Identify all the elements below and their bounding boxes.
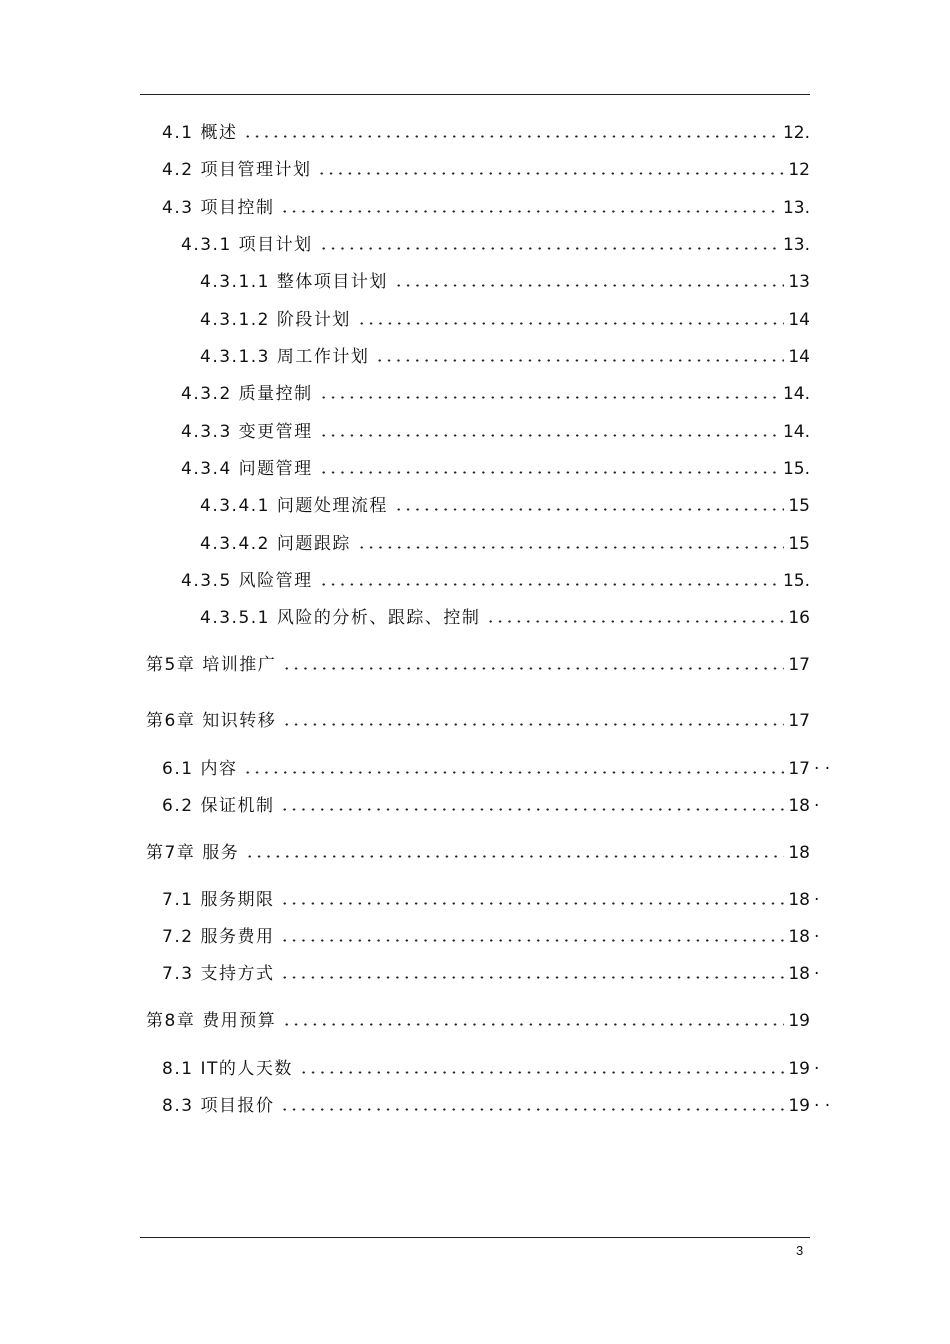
toc-entry-trailing-dots: . <box>814 959 820 979</box>
toc-entry-label: 4.3.3 变更管理 <box>181 422 313 442</box>
toc-entry-page: 17 <box>788 655 810 675</box>
toc-entry-page: 13 <box>788 272 810 292</box>
toc-entry-6-1[interactable] <box>162 754 831 782</box>
toc-entry-4-1[interactable] <box>162 118 810 146</box>
toc-entry-chapter-7[interactable] <box>146 838 810 866</box>
toc-entry-4-3-1[interactable] <box>181 230 810 258</box>
dot-leader <box>319 471 779 474</box>
toc-entry-4-3-1-3[interactable] <box>200 342 810 370</box>
toc-entry-label: 4.3.1 项目计划 <box>181 235 313 255</box>
dot-leader <box>245 855 784 858</box>
toc-entry-trailing-dots: . . <box>814 754 831 774</box>
toc-entry-7-3[interactable] <box>162 959 820 987</box>
toc-entry-page: 19 <box>788 1096 810 1116</box>
toc-entry-page: 19 <box>788 1011 810 1031</box>
toc-entry-4-3-3[interactable] <box>181 417 810 445</box>
toc-entry-label: 4.3.4.2 问题跟踪 <box>200 534 351 554</box>
toc-entry-label: 8.3 项目报价 <box>162 1096 275 1116</box>
toc-entry-label: 第5章 培训推广 <box>146 655 277 675</box>
toc-entry-label: 第6章 知识转移 <box>146 711 277 731</box>
toc-entry-label: 4.3.1.2 阶段计划 <box>200 310 351 330</box>
toc-entry-page: 15. <box>782 571 810 591</box>
toc-entry-4-3[interactable] <box>162 193 810 221</box>
dot-leader <box>299 1071 785 1074</box>
toc-entry-label: 8.1 IT的人天数 <box>162 1059 293 1079</box>
toc-entry-4-3-1-1[interactable] <box>200 267 810 295</box>
toc-entry-chapter-6[interactable] <box>146 706 810 734</box>
toc-entry-label: 4.3.1.1 整体项目计划 <box>200 272 388 292</box>
toc-entry-trailing-dots: . . <box>814 1091 831 1111</box>
dot-leader <box>319 434 779 437</box>
toc-entry-page: 18 <box>788 890 810 910</box>
dot-leader <box>280 210 779 213</box>
toc-entry-4-3-4-2[interactable] <box>200 529 810 557</box>
dot-leader <box>282 723 784 726</box>
toc-entry-4-3-5-1[interactable] <box>200 603 810 631</box>
toc-entry-page: 15 <box>788 496 810 516</box>
toc-entry-label: 4.3.2 质量控制 <box>181 384 313 404</box>
toc-entry-label: 4.1 概述 <box>162 123 238 143</box>
dot-leader <box>280 1108 784 1111</box>
toc-entry-label: 4.2 项目管理计划 <box>162 160 312 180</box>
toc-entry-label: 6.1 内容 <box>162 759 238 779</box>
toc-entry-4-3-4[interactable] <box>181 454 810 482</box>
toc-entry-4-3-2[interactable] <box>181 379 810 407</box>
toc-entry-label: 4.3 项目控制 <box>162 198 275 218</box>
toc-entry-page: 18 <box>788 927 810 947</box>
toc-entry-page: 16 <box>788 608 810 628</box>
toc-entry-trailing-dots: . <box>814 885 820 905</box>
toc-entry-7-1[interactable] <box>162 885 820 913</box>
toc-entry-page: 13. <box>782 235 810 255</box>
toc-entry-8-1[interactable] <box>162 1054 820 1082</box>
dot-leader <box>282 1023 784 1026</box>
toc-entry-label: 4.3.4.1 问题处理流程 <box>200 496 388 516</box>
toc-entry-4-3-4-1[interactable] <box>200 491 810 519</box>
dot-leader <box>243 771 784 774</box>
dot-leader <box>375 359 784 362</box>
toc-entry-6-2[interactable] <box>162 791 820 819</box>
dot-leader <box>280 808 784 811</box>
toc-entry-page: 18 <box>788 843 810 863</box>
toc-entry-page: 14. <box>782 422 810 442</box>
toc-entry-chapter-8[interactable] <box>146 1006 810 1034</box>
toc-entry-page: 17 <box>788 711 810 731</box>
toc-entry-8-3[interactable] <box>162 1091 831 1119</box>
page-number: 3 <box>796 1243 804 1258</box>
toc-entry-label: 4.3.1.3 周工作计划 <box>200 347 370 367</box>
dot-leader <box>243 135 779 138</box>
toc-entry-page: 17 <box>788 759 810 779</box>
dot-leader <box>357 546 784 549</box>
toc-entry-4-3-1-2[interactable] <box>200 305 810 333</box>
toc-entry-label: 6.2 保证机制 <box>162 796 275 816</box>
dot-leader <box>319 583 779 586</box>
dot-leader <box>317 172 784 175</box>
dot-leader <box>486 620 784 623</box>
dot-leader <box>280 976 784 979</box>
dot-leader <box>394 284 784 287</box>
dot-leader <box>357 322 784 325</box>
toc-entry-page: 12 <box>788 160 810 180</box>
toc-entry-label: 4.3.5 风险管理 <box>181 571 313 591</box>
toc-entry-trailing-dots: . <box>814 1054 820 1074</box>
toc-entry-label: 7.2 服务费用 <box>162 927 275 947</box>
toc-entry-label: 4.3.4 问题管理 <box>181 459 313 479</box>
toc-entry-page: 15. <box>782 459 810 479</box>
toc-entry-trailing-dots: . <box>814 922 820 942</box>
toc-entry-page: 15 <box>788 534 810 554</box>
toc-entry-page: 18 <box>788 964 810 984</box>
toc-entry-4-3-5[interactable] <box>181 566 810 594</box>
toc-entry-chapter-5[interactable] <box>146 650 810 678</box>
toc-entry-label: 4.3.5.1 风险的分析、跟踪、控制 <box>200 608 481 628</box>
toc-entry-label: 7.1 服务期限 <box>162 890 275 910</box>
toc-entry-label: 第8章 费用预算 <box>146 1011 277 1031</box>
dot-leader <box>319 247 779 250</box>
toc-entry-4-2[interactable] <box>162 155 810 183</box>
dot-leader <box>394 508 784 511</box>
toc-entry-page: 18 <box>788 796 810 816</box>
toc-entry-page: 14 <box>788 347 810 367</box>
toc-entry-label: 第7章 服务 <box>146 843 240 863</box>
toc-entry-page: 13. <box>782 198 810 218</box>
toc-entry-page: 14. <box>782 384 810 404</box>
dot-leader <box>319 396 779 399</box>
toc-entry-trailing-dots: . <box>814 791 820 811</box>
dot-leader <box>282 667 784 670</box>
toc-entry-7-2[interactable] <box>162 922 820 950</box>
toc-entry-label: 7.3 支持方式 <box>162 964 275 984</box>
dot-leader <box>280 902 784 905</box>
footer-rule <box>140 1237 810 1238</box>
dot-leader <box>280 939 784 942</box>
toc-entry-page: 19 <box>788 1059 810 1079</box>
toc-entry-page: 14 <box>788 310 810 330</box>
toc-entry-page: 12. <box>782 123 810 143</box>
